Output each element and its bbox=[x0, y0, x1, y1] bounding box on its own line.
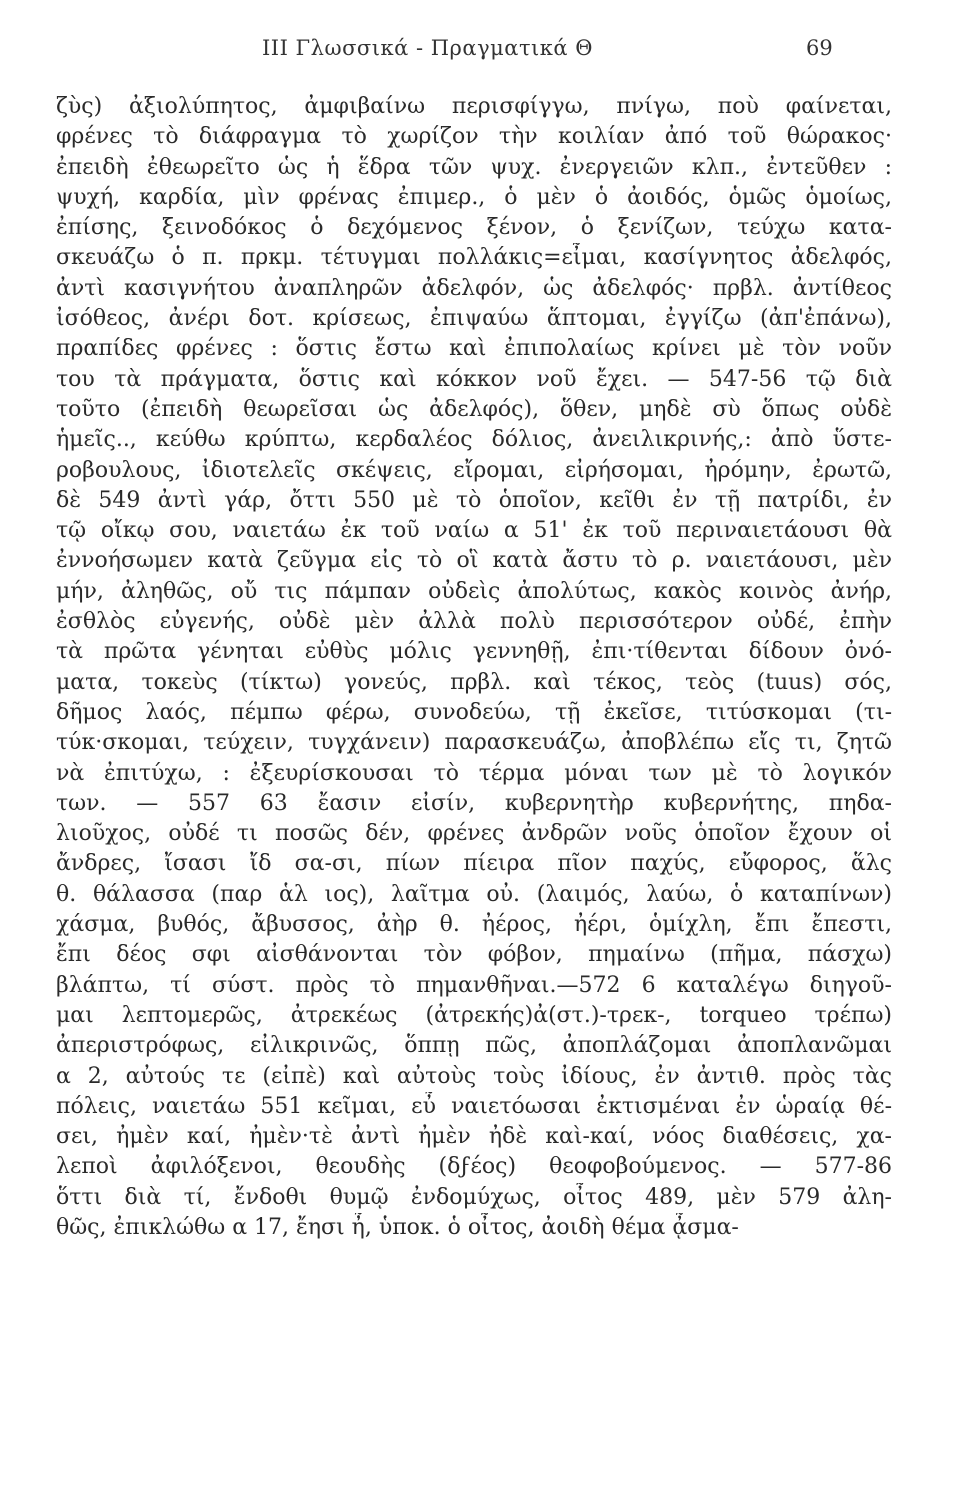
text-line: ἄνδρες, ἴσασι ἴδ σα-σι, πίων πίειρα πῖον παχύς, εὔφορος, ἅλς bbox=[56, 851, 892, 877]
running-header bbox=[0, 32, 955, 72]
text-line: τῷ οἴκῳ σου, ναιετάω ἐκ τοῦ ναίω α 51' ἐκ τοῦ περιναιετάουσι θὰ bbox=[56, 518, 892, 544]
text-line: ματα, τοκεὺς (τίκτω) γονεύς, πρβλ. καὶ τέκος, τεὸς (tuus) σός, bbox=[56, 669, 892, 695]
text-line: πόλεις, ναιετάω 551 κεῖμαι, εὖ ναιετόωσαι ἐκτισμέναι ἐν ὡραίᾳ θέ- bbox=[56, 1093, 892, 1119]
text-line: ἐπίσης, ξεινοδόκος ὁ δεχόμενος ξένον, ὁ ξενίζων, τεύχω κατα- bbox=[56, 215, 892, 241]
text-line: ἐπειδὴ ἐθεωρεῖτο ὡς ἡ ἕδρα τῶν ψυχ. ἐνεργειῶν κλπ., ἐντεῦθεν : bbox=[56, 154, 892, 180]
text-line: λιοῦχος, οὐδέ τι ποσῶς δέν, φρένες ἀνδρῶν νοῦς ὁποῖον ἔχουν οἱ bbox=[56, 821, 892, 847]
text-line: μαι λεπτομερῶς, ἀτρεκέως (ἀτρεκής)ἀ(στ.)-τρεκ-, torqueo τρέπω) bbox=[56, 1002, 892, 1028]
text-line: πραπίδες φρένες : ὅστις ἔστω καὶ ἐπιπολαίως κρίνει μὲ τὸν νοῦν bbox=[56, 336, 892, 362]
text-line: σει, ἠμὲν καί, ἠμὲν·τὲ ἀντὶ ἠμὲν ἠδὲ καὶ-καί, νόος διαθέσεις, χα- bbox=[56, 1124, 892, 1150]
text-line: θῶς, ἐπικλώθω α 17, ἔησι ἦ, ὑποκ. ὁ οἶτος, ἀοιδὴ θέμα ᾆσμα- bbox=[56, 1214, 739, 1240]
chapter-title: III Γλωσσικά - Πραγματικά Θ bbox=[262, 36, 593, 60]
text-line: ἔπι δέος σφι αἰσθάνονται τὸν φόβον, πημαίνω (πῆμα, πάσχω) bbox=[56, 942, 892, 968]
body-text bbox=[56, 92, 892, 1243]
text-line: δῆμος λαός, πέμπω φέρω, συνοδεύω, τῇ ἐκεῖσε, τιτύσκομαι (τι- bbox=[56, 699, 892, 725]
text-line: ἰσόθεος, ἀνέρι δοτ. κρίσεως, ἐπιψαύω ἅπτομαι, ἐγγίζω (ἀπ'ἐπάνω), bbox=[56, 306, 892, 332]
text-line: ἐσθλὸς εὐγενής, οὐδὲ μὲν ἀλλὰ πολὺ περισσότερον οὐδέ, ἐπὴν bbox=[56, 609, 892, 635]
text-line: του τὰ πράγματα, ὅστις καὶ κόκκον νοῦ ἔχει. — 547-56 τῷ διὰ bbox=[56, 366, 892, 392]
text-line: ἐννοήσωμεν κατὰ ζεῦγμα εἰς τὸ οἳ κατὰ ἄστυ τὸ ρ. ναιετάουσι, μὲν bbox=[56, 548, 892, 574]
text-line: σκευάζω ὁ π. πρκμ. τέτυγμαι πολλάκις=εἶμαι, κασίγνητος ἀδελφός, bbox=[56, 245, 892, 271]
text-line: ἀντὶ κασιγνήτου ἀναπληρῶν ἀδελφόν, ὡς ἀδελφός· πρβλ. ἀντίθεος bbox=[56, 275, 892, 301]
page-number: 69 bbox=[806, 36, 833, 60]
text-line: θ. θάλασσα (παρ ἁλ ιος), λαῖτμα οὐ. (λαιμός, λαύω, ὁ καταπίνων) bbox=[56, 881, 892, 907]
text-line: τοῦτο (ἐπειδὴ θεωρεῖσαι ὡς ἀδελφός), ὅθεν, μηδὲ σὺ ὅπως οὐδὲ bbox=[56, 396, 892, 422]
text-line: ἡμεῖς.., κεύθω κρύπτω, κερδαλέος δόλιος, ἀνειλικρινής,: ἀπὸ ὕστε- bbox=[56, 427, 892, 453]
text-line: χάσμα, βυθός, ἄβυσσος, ἀὴρ θ. ἠέρος, ἠέρι, ὁμίχλη, ἔπι ἔπεστι, bbox=[56, 912, 892, 938]
text-line: τὰ πρῶτα γένηται εὐθὺς μόλις γεννηθῇ, ἐπι·τίθενται δίδουν ὀνό- bbox=[56, 639, 892, 665]
text-line: α 2, αὐτούς τε (εἰπὲ) καὶ αὐτοὺς τοὺς ἰδίους, ἐν ἀντιθ. πρὸς τὰς bbox=[56, 1063, 892, 1089]
text-line: ροβουλους, ἰδιοτελεῖς σκέψεις, εἴρομαι, εἰρήσομαι, ἠρόμην, ἐρωτῶ, bbox=[56, 457, 892, 483]
text-line: μήν, ἀληθῶς, οὔ τις πάμπαν οὐδεὶς ἀπολύτως, κακὸς κοινὸς ἀνήρ, bbox=[56, 578, 892, 604]
text-line: ὅττι διὰ τί, ἔνδοθι θυμῷ ἐνδομύχως, οἶτος 489, μὲν 579 ἀλη- bbox=[56, 1184, 892, 1210]
text-line: ψυχή, καρδία, μὶν φρένας ἐπιμερ., ὁ μὲν ὁ ἀοιδός, ὁμῶς ὁμοίως, bbox=[56, 184, 892, 210]
text-line: των. — 557 63 ἔασιν εἰσίν, κυβερνητὴρ κυβερνήτης, πηδα- bbox=[56, 790, 892, 816]
text-line: φρένες τὸ διάφραγμα τὸ χωρίζον τὴν κοιλίαν ἀπό τοῦ θώρακος· bbox=[56, 124, 892, 150]
text-line: τύκ·σκομαι, τεύχειν, τυγχάνειν) παρασκευάζω, ἀποβλέπω εἴς τι, ζητῶ bbox=[56, 730, 892, 756]
text-line: λεποὶ ἀφιλόξενοι, θεουδὴς (δϝέος) θεοφοβούμενος. — 577-86 bbox=[56, 1154, 892, 1180]
text-line: βλάπτω, τί σύστ. πρὸς τὸ πημανθῆναι.—572 6 καταλέγω διηγοῦ- bbox=[56, 972, 892, 998]
text-line: ζὺς) ἀξιολύπητος, ἀμφιβαίνω περισφίγγω, πνίγω, ποὺ φαίνεται, bbox=[56, 94, 892, 119]
text-line: νὰ ἐπιτύχω, : ἐξευρίσκουσαι τὸ τέρμα μόναι των μὲ τὸ λογικόν bbox=[56, 760, 892, 786]
text-line: δὲ 549 ἀντὶ γάρ, ὄττι 550 μὲ τὸ ὁποῖον, κεῖθι ἐν τῇ πατρίδι, ἐν bbox=[56, 487, 892, 513]
text-line: ἀπεριστρόφως, εἰλικρινῶς, ὅππῃ πῶς, ἀποπλάζομαι ἀποπλανῶμαι bbox=[56, 1033, 892, 1059]
